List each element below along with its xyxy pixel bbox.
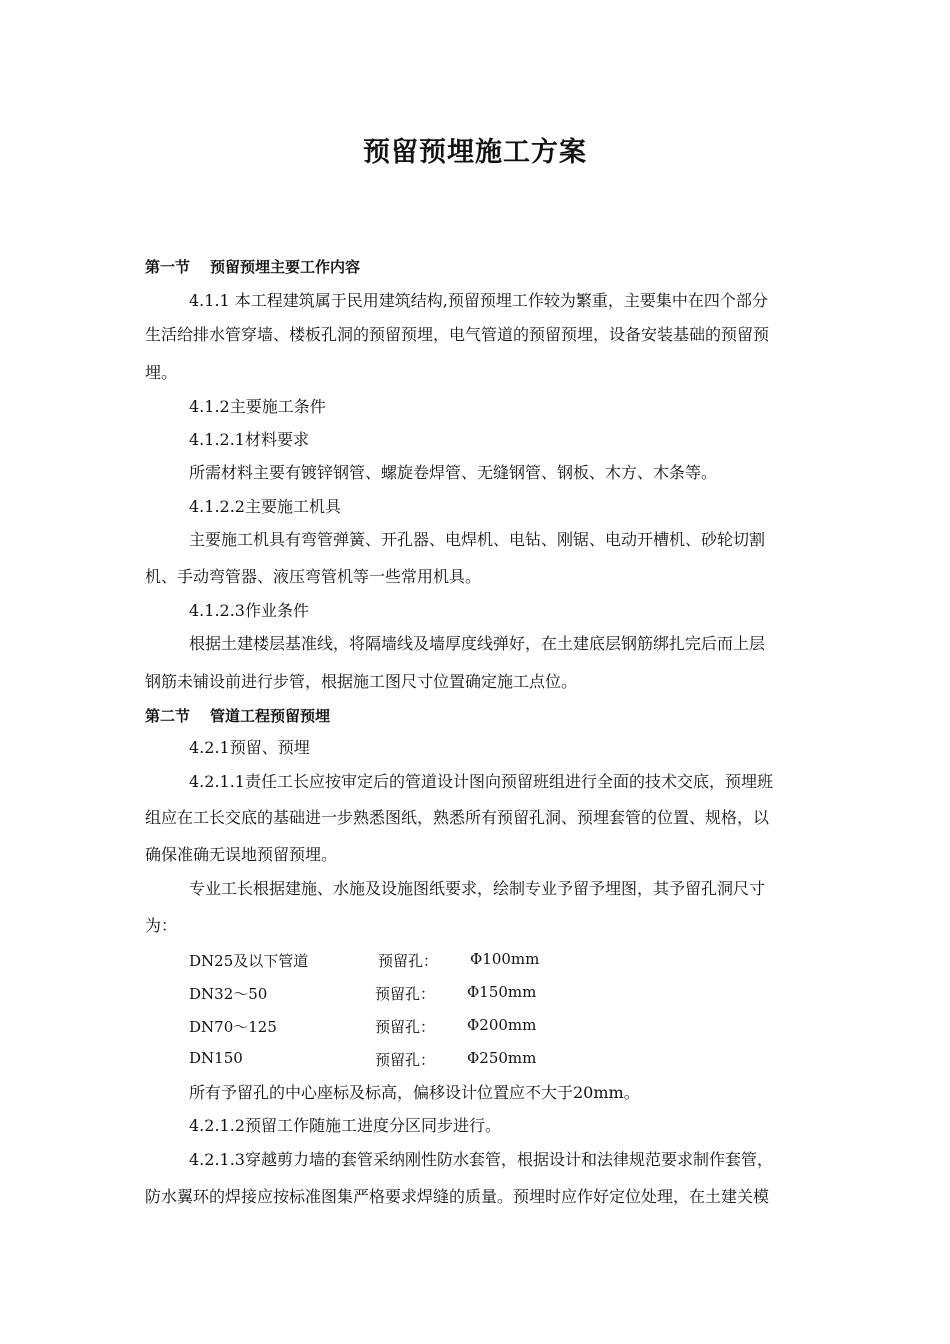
tools-line1: 主要施工机具有弯管弹簧、开孔器、电焊机、电钻、刚锯、电动开槽机、砂轮切割 bbox=[189, 530, 766, 549]
conditions-line1: 根据土建楼层基准线，将隔墙线及墙厚度线弹好，在土建底层钢筋绑扎完后而上层 bbox=[189, 634, 766, 653]
heading-4-1-2-2: 4.1.2.2主要施工机具 bbox=[189, 497, 341, 516]
materials-text: 所需材料主要有镀锌钢管、螺旋卷焊管、无缝钢管、钢板、木方、木条等。 bbox=[189, 463, 718, 482]
foreman-line2: 为： bbox=[145, 916, 178, 935]
foreman-line1: 专业工长根据建施、水施及设施图纸要求，绘制专业予留予埋图，其予留孔洞尺寸 bbox=[189, 879, 766, 898]
heading-4-1-2: 4.1.2主要施工条件 bbox=[189, 397, 326, 416]
spec-size: Φ200mm bbox=[467, 1016, 537, 1034]
paragraph-4-2-1-1-line1: 4.2.1.1责任工长应按审定后的管道设计图向预留班组进行全面的技术交底，预埋班 bbox=[189, 772, 773, 791]
heading-4-1-2-1: 4.1.2.1材料要求 bbox=[189, 430, 309, 449]
paragraph-4-2-1-3-line2: 防水翼环的焊接应按标准图集严格要求焊缝的质量。预埋时应作好定位处理，在土建关模 bbox=[145, 1187, 770, 1206]
document-title: 预留预埋施工方案 bbox=[363, 137, 587, 168]
section-1-heading bbox=[145, 256, 360, 278]
spec-label: 预留孔： bbox=[375, 985, 436, 1003]
paragraph-4-1-1-line1: 4.1.1 本工程建筑属于民用建筑结构,预留预埋工作较为繁重，主要集中在四个部分 bbox=[189, 291, 768, 310]
spec-size: Φ150mm bbox=[467, 983, 537, 1001]
paragraph-4-1-1-line2: 生活给排水管穿墙、楼板孔洞的预留预埋，电气管道的预留预埋，设备安装基础的预留预 bbox=[145, 325, 770, 344]
spec-label: 预留孔： bbox=[375, 1018, 436, 1036]
tools-line2: 机、手动弯管器、液压弯管机等一些常用机具。 bbox=[145, 567, 482, 586]
spec-size: Φ100mm bbox=[470, 950, 540, 968]
section-1-number: 第一节 bbox=[145, 258, 191, 276]
section-1-title: 预留预埋主要工作内容 bbox=[210, 258, 361, 276]
paragraph-4-2-1-2: 4.2.1.2预留工作随施工进度分区同步进行。 bbox=[189, 1116, 501, 1135]
paragraph-4-2-1-1-line3: 确保准确无误地预留预埋。 bbox=[145, 845, 338, 864]
heading-4-2-1: 4.2.1预留、预埋 bbox=[189, 738, 310, 757]
spec-pipe: DN32～50 bbox=[189, 985, 268, 1003]
spec-pipe: DN25及以下管道 bbox=[189, 952, 309, 970]
section-2-heading bbox=[145, 705, 330, 727]
heading-4-1-2-3: 4.1.2.3作业条件 bbox=[189, 601, 309, 620]
spec-pipe: DN150 bbox=[189, 1049, 243, 1067]
deviation-text: 所有予留孔的中心座标及标高，偏移设计位置应不大于20mm。 bbox=[189, 1083, 640, 1102]
section-2-number: 第二节 bbox=[145, 707, 191, 725]
conditions-line2: 钢筋未铺设前进行步管，根据施工图尺寸位置确定施工点位。 bbox=[145, 672, 578, 691]
spec-label: 预留孔： bbox=[375, 1051, 436, 1069]
spec-pipe: DN70～125 bbox=[189, 1018, 277, 1036]
paragraph-4-2-1-1-line2: 组应在工长交底的基础进一步熟悉图纸，熟悉所有预留孔洞、预埋套管的位置、规格，以 bbox=[145, 808, 770, 827]
paragraph-4-1-1-line3: 埋。 bbox=[145, 363, 178, 382]
spec-size: Φ250mm bbox=[467, 1049, 537, 1067]
spec-label: 预留孔： bbox=[378, 952, 439, 970]
section-2-title: 管道工程预留预埋 bbox=[210, 707, 331, 725]
paragraph-4-2-1-3-line1: 4.2.1.3穿越剪力墙的套管采纳刚性防水套管，根据设计和法律规范要求制作套管， bbox=[189, 1150, 773, 1169]
